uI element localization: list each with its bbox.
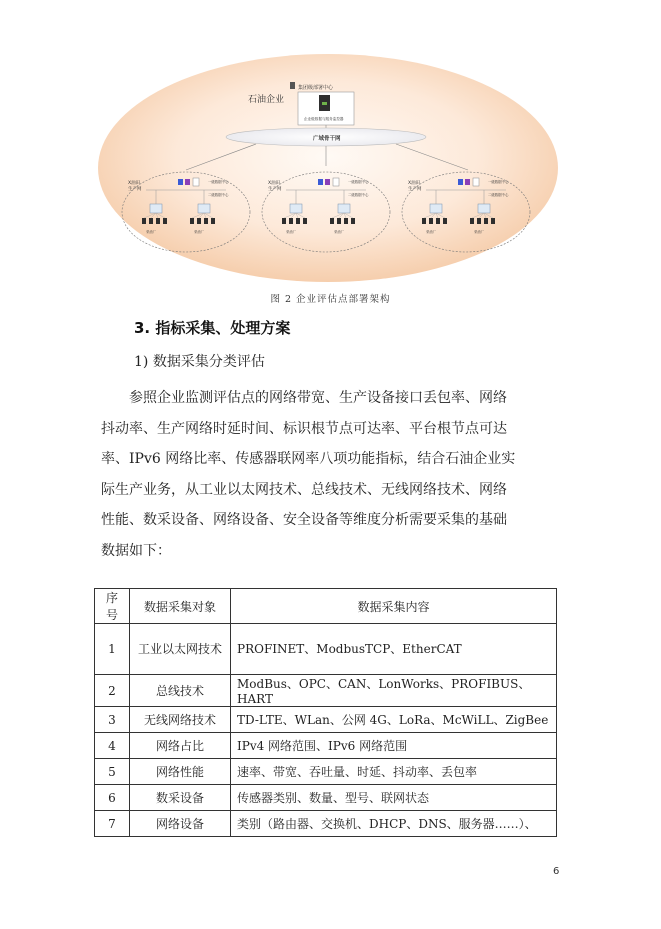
cell-object: 数采设备 bbox=[130, 785, 231, 811]
field-device-icon bbox=[351, 218, 355, 224]
table-row bbox=[95, 675, 557, 707]
table-row bbox=[95, 759, 557, 785]
paragraph-line: 抖动率、生产网络时延时间、标识根节点可达率、平台根节点可达 bbox=[101, 420, 507, 437]
cell-object: 网络性能 bbox=[130, 759, 231, 785]
field-device-icon bbox=[204, 218, 208, 224]
switch-icon bbox=[478, 204, 490, 213]
table-row bbox=[95, 707, 557, 733]
header-no: 序号 bbox=[95, 589, 130, 624]
field-device-icon bbox=[197, 218, 201, 224]
field-device-icon bbox=[303, 218, 307, 224]
field-device-icon bbox=[211, 218, 215, 224]
cluster-network-label: X油田 bbox=[128, 181, 141, 186]
table-row bbox=[95, 785, 557, 811]
switch-icon bbox=[150, 204, 162, 213]
field-device-icon bbox=[289, 218, 293, 224]
cluster-network-label: X油田 bbox=[268, 181, 281, 186]
field-device-icon bbox=[163, 218, 167, 224]
device-icon bbox=[185, 179, 190, 185]
cell-content: IPv4 网络范围、IPv6 网络范围 bbox=[231, 733, 557, 759]
table-row bbox=[95, 811, 557, 837]
cell-no: 7 bbox=[95, 811, 130, 837]
center-label: 集团级部署中心 bbox=[298, 85, 334, 91]
enterprise-label: 石油企业 bbox=[248, 95, 285, 105]
cluster-right-label: 二级数据中心 bbox=[488, 193, 509, 197]
site-label: 采油厂 bbox=[426, 230, 437, 234]
cluster-network-label: X油田 bbox=[408, 181, 421, 186]
cell-no: 3 bbox=[95, 707, 130, 733]
server-icon bbox=[193, 178, 199, 186]
field-device-icon bbox=[149, 218, 153, 224]
field-device-icon bbox=[344, 218, 348, 224]
table-header-row bbox=[95, 589, 557, 624]
switch-icon bbox=[290, 204, 302, 213]
center-sub-label: 企业级数据与服务监控器 bbox=[304, 117, 344, 121]
cell-no: 1 bbox=[95, 624, 130, 675]
field-device-icon bbox=[477, 218, 481, 224]
page-number: 6 bbox=[553, 866, 560, 877]
cell-content: 传感器类别、数量、型号、联网状态 bbox=[231, 785, 557, 811]
figure-caption: 图 2 企业评估点部署架构 bbox=[270, 294, 391, 305]
field-device-icon bbox=[422, 218, 426, 224]
paragraph-line: 性能、数采设备、网络设备、安全设备等维度分析需要采集的基础 bbox=[101, 512, 507, 528]
field-device-icon bbox=[443, 218, 447, 224]
table-row bbox=[95, 624, 557, 675]
switch-icon bbox=[338, 204, 350, 213]
cell-no: 4 bbox=[95, 733, 130, 759]
field-device-icon bbox=[330, 218, 334, 224]
cluster-network-label: 生产网 bbox=[128, 187, 142, 192]
backbone-label: 广域骨干网 bbox=[313, 136, 341, 142]
deployment-architecture-figure bbox=[96, 52, 560, 284]
center-label-icon bbox=[290, 82, 295, 89]
cluster-side-label: 一级数据中心 bbox=[208, 180, 229, 184]
switch-icon bbox=[430, 204, 442, 213]
center-server-led bbox=[322, 102, 327, 105]
cell-object: 工业以太网技术 bbox=[130, 624, 231, 675]
field-device-icon bbox=[337, 218, 341, 224]
site-label: 采油厂 bbox=[286, 230, 297, 234]
cluster-side-label: 一级数据中心 bbox=[348, 180, 369, 184]
device-icon bbox=[318, 179, 323, 185]
cluster-network-label: 生产网 bbox=[268, 187, 282, 192]
device-icon bbox=[458, 179, 463, 185]
cell-content: TD-LTE、WLan、公网 4G、LoRa、McWiLL、ZigBee bbox=[231, 707, 557, 733]
cell-no: 6 bbox=[95, 785, 130, 811]
cell-content: 类别（路由器、交换机、DHCP、DNS、服务器……）、 bbox=[231, 811, 557, 837]
section-heading: 3. 指标采集、处理方案 bbox=[134, 319, 291, 337]
data-collection-table bbox=[94, 588, 557, 837]
paragraph-line: 际生产业务，从工业以太网技术、总线技术、无线网络技术、网络 bbox=[101, 481, 507, 498]
paragraph-line: 率、IPv6 网络比率、传感器联网率八项功能指标，结合石油企业实 bbox=[101, 451, 516, 467]
device-icon bbox=[325, 179, 330, 185]
subheading: 1) 数据采集分类评估 bbox=[134, 354, 265, 370]
site-label: 采油厂 bbox=[194, 230, 205, 234]
field-device-icon bbox=[491, 218, 495, 224]
paragraph-line: 参照企业监测评估点的网络带宽、生产设备接口丢包率、网络 bbox=[101, 390, 507, 406]
architecture-diagram bbox=[96, 52, 560, 284]
cell-no: 5 bbox=[95, 759, 130, 785]
cell-object: 网络占比 bbox=[130, 733, 231, 759]
field-device-icon bbox=[156, 218, 160, 224]
cluster-right-label: 二级数据中心 bbox=[208, 193, 229, 197]
header-content: 数据采集内容 bbox=[231, 589, 557, 624]
field-device-icon bbox=[282, 218, 286, 224]
cluster-network-label: 生产网 bbox=[408, 187, 422, 192]
server-icon bbox=[473, 178, 479, 186]
body-paragraph bbox=[101, 383, 561, 566]
field-device-icon bbox=[429, 218, 433, 224]
device-icon bbox=[178, 179, 183, 185]
paragraph-line: 数据如下： bbox=[101, 542, 171, 559]
cell-content: PROFINET、ModbusTCP、EtherCAT bbox=[231, 624, 557, 675]
cluster-side-label: 一级数据中心 bbox=[488, 180, 509, 184]
cell-content: ModBus、OPC、CAN、LonWorks、PROFIBUS、HART bbox=[231, 675, 557, 707]
cell-object: 网络设备 bbox=[130, 811, 231, 837]
field-device-icon bbox=[484, 218, 488, 224]
cluster-right-label: 二级数据中心 bbox=[348, 193, 369, 197]
cell-object: 无线网络技术 bbox=[130, 707, 231, 733]
field-device-icon bbox=[470, 218, 474, 224]
cell-no: 2 bbox=[95, 675, 130, 707]
device-icon bbox=[465, 179, 470, 185]
cell-content: 速率、带宽、吞吐量、时延、抖动率、丢包率 bbox=[231, 759, 557, 785]
field-device-icon bbox=[436, 218, 440, 224]
site-label: 采油厂 bbox=[146, 230, 157, 234]
server-icon bbox=[333, 178, 339, 186]
switch-icon bbox=[198, 204, 210, 213]
table-row bbox=[95, 733, 557, 759]
cell-object: 总线技术 bbox=[130, 675, 231, 707]
field-device-icon bbox=[190, 218, 194, 224]
site-label: 采油厂 bbox=[334, 230, 345, 234]
header-object: 数据采集对象 bbox=[130, 589, 231, 624]
field-device-icon bbox=[296, 218, 300, 224]
site-label: 采油厂 bbox=[474, 230, 485, 234]
field-device-icon bbox=[142, 218, 146, 224]
